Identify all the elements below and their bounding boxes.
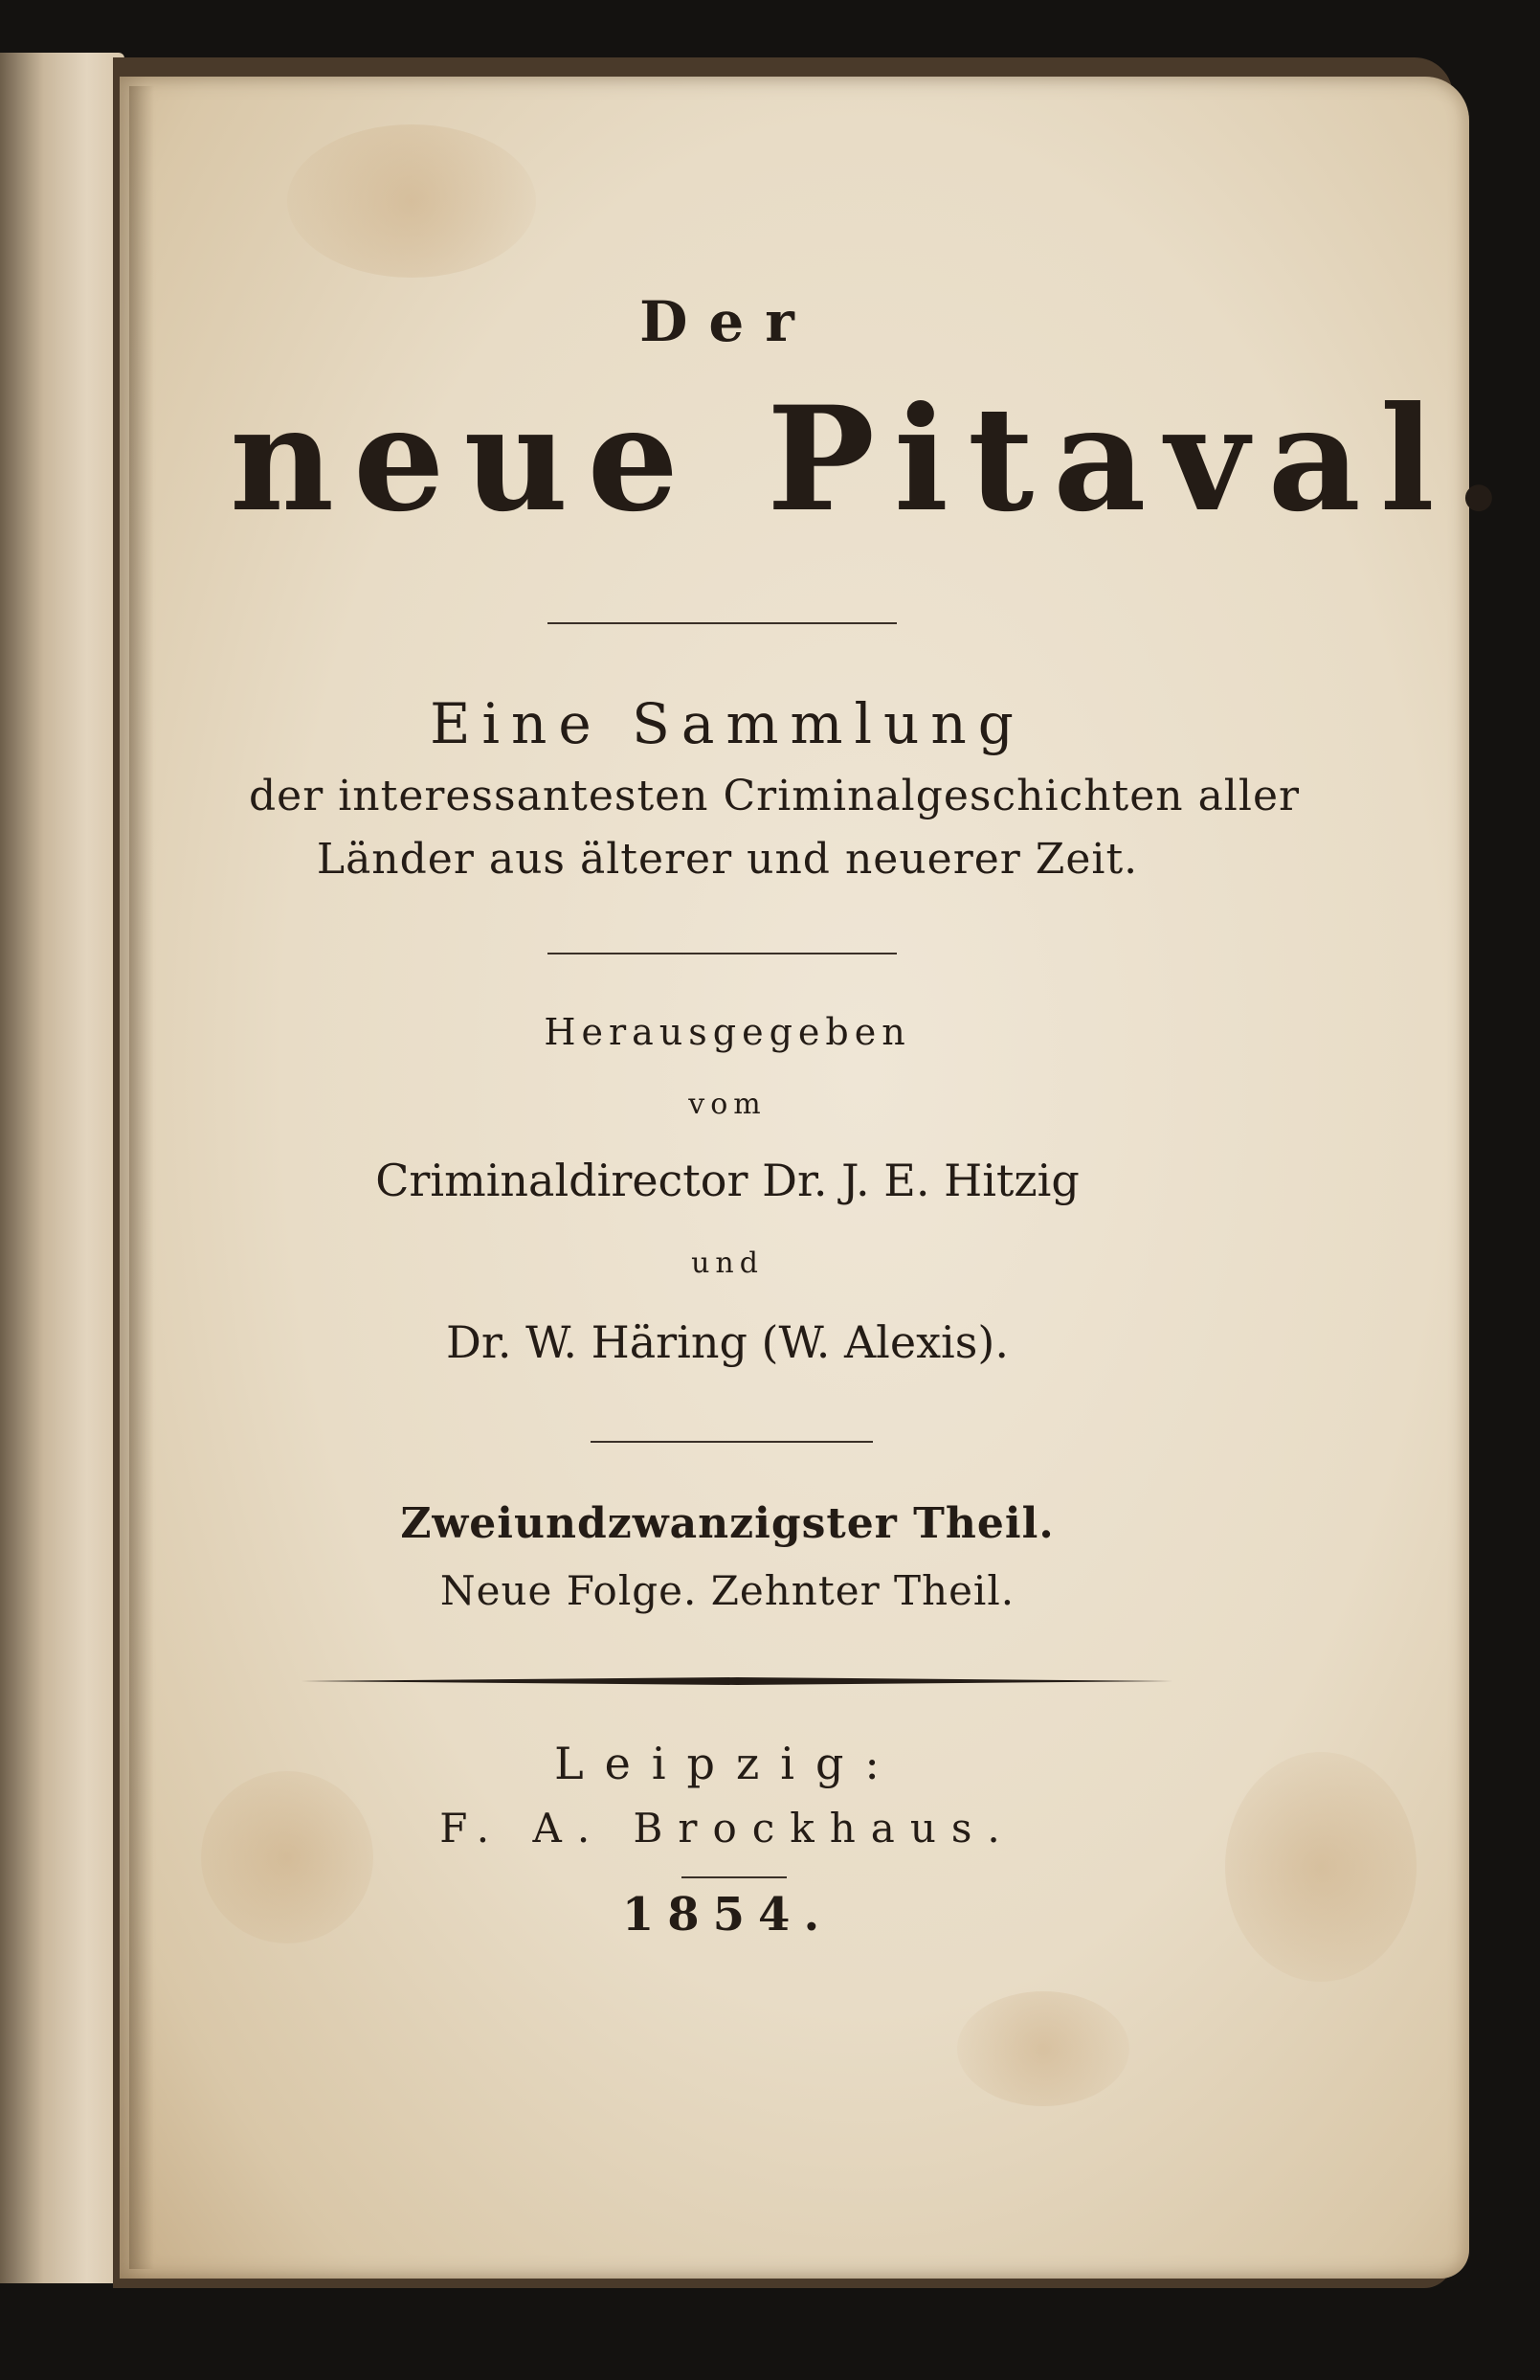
subtitle-divider [547,953,897,954]
foxing-stain [957,1991,1129,2106]
edited-by: Herausgegeben [544,1011,911,1053]
imprint-publisher: F. A. Brockhaus. [439,1805,1016,1852]
subtitle-main: Eine Sammlung [430,691,1025,756]
page-gutter [129,86,154,2269]
editor-haering: Dr. W. Häring (W. Alexis). [446,1316,1009,1368]
subtitle-line-1: der interessantesten Criminalgeschichten aller [249,772,1301,820]
vom: vom [688,1088,767,1121]
volume-number: Zweiundzwanzigster Theil. [400,1499,1055,1548]
left-page-edge [0,53,124,2283]
title-divider [547,622,897,624]
main-title: neue Pitaval. [230,375,1524,544]
und: und [691,1246,764,1280]
foxing-stain [1225,1752,1417,1982]
series-note: Neue Folge. Zehnter Theil. [439,1567,1016,1614]
title-der: Der [639,289,815,354]
editor-hitzig: Criminaldirector Dr. J. E. Hitzig [375,1155,1080,1206]
imprint-year: 1854. [621,1888,834,1942]
editor-divider [591,1441,873,1443]
foxing-stain [287,124,536,278]
subtitle-line-2: Länder aus älterer und neuerer Zeit. [316,835,1139,884]
imprint-ornament-rule [301,1676,1172,1686]
imprint-place: Leipzig: [554,1738,901,1789]
year-divider [681,1876,787,1878]
